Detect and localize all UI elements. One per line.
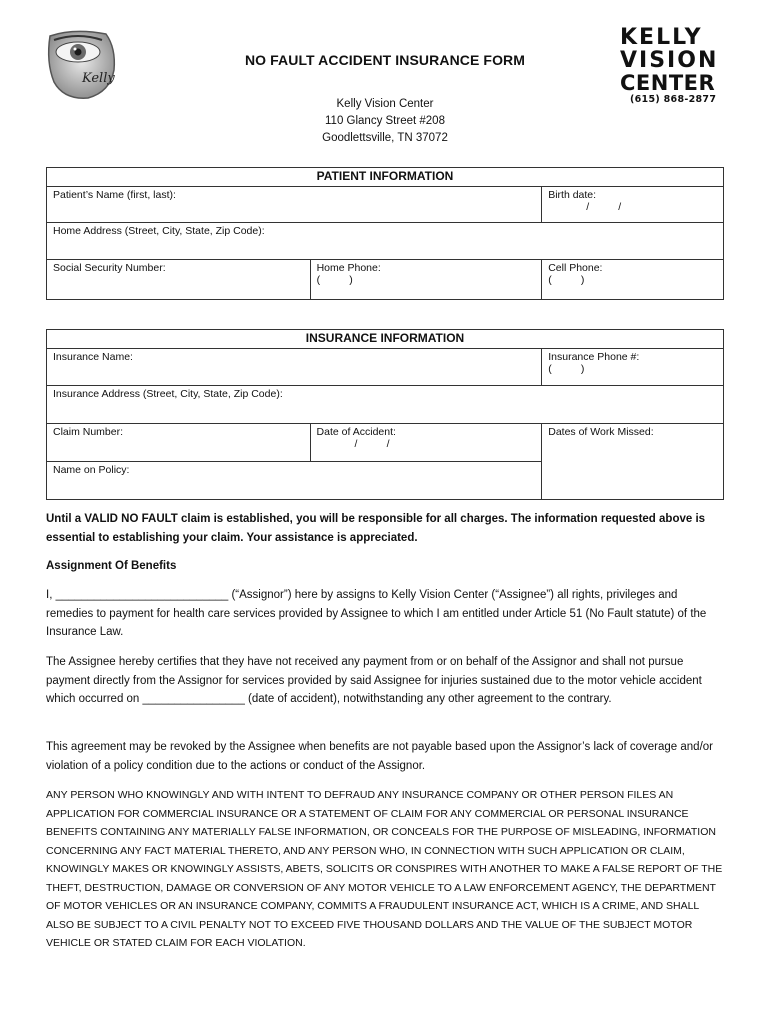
logo-script-text: Kelly — [82, 71, 115, 86]
claim-number-field[interactable] — [47, 424, 311, 462]
brand-line-vision: VISION — [620, 48, 719, 73]
home-address-label: Home Address (Street, City, State, Zip Code): — [53, 225, 265, 237]
claim-number-label: Claim Number: — [53, 426, 124, 438]
home-phone-label: Home Phone: — [316, 262, 381, 274]
accident-date-placeholder: / / — [354, 438, 390, 450]
cell-phone-field[interactable] — [542, 260, 724, 300]
birth-date-field[interactable] — [542, 187, 724, 223]
home-phone-field[interactable] — [310, 260, 542, 300]
assignment-heading: Assignment Of Benefits — [46, 560, 177, 572]
ssn-field[interactable] — [47, 260, 311, 300]
clinic-name: Kelly Vision Center — [336, 98, 434, 110]
insurance-info-heading: INSURANCE INFORMATION — [47, 330, 724, 349]
insurance-phone-field[interactable] — [542, 349, 724, 386]
patient-name-label: Patient’s Name (first, last): — [53, 189, 176, 201]
work-missed-label: Dates of Work Missed: — [548, 426, 654, 438]
patient-name-field[interactable] — [47, 187, 542, 223]
insurance-name-label: Insurance Name: — [53, 351, 133, 363]
insurance-phone-placeholder: ( ) — [548, 363, 585, 375]
ssn-label: Social Security Number: — [53, 262, 166, 274]
form-title: NO FAULT ACCIDENT INSURANCE FORM — [244, 52, 526, 68]
birth-date-placeholder: / / — [586, 201, 622, 213]
responsibility-notice: Until a VALID NO FAULT claim is established, you will be responsible for all charges. The information requested above is essential to establishing your claim. Your assistance is appreciated. — [46, 513, 706, 544]
cell-phone-placeholder: ( ) — [548, 274, 585, 286]
clinic-city: Goodlettsville, TN 37072 — [322, 132, 448, 144]
revocation-paragraph: This agreement may be revoked by the Assignee when benefits are not payable based upon the Assignor’s lack of coverage and/or violation of a policy condition due to the actions or conduct of the Assignor. — [46, 741, 713, 772]
home-phone-placeholder: ( ) — [316, 274, 353, 286]
policy-name-field[interactable] — [47, 462, 542, 500]
brand-line-kelly: KELLY — [620, 25, 703, 50]
cell-phone-label: Cell Phone: — [548, 262, 603, 274]
insurance-address-label: Insurance Address (Street, City, State, Zip Code): — [53, 388, 283, 400]
brand-logo — [620, 26, 730, 105]
insurance-phone-label: Insurance Phone #: — [548, 351, 640, 363]
assignment-paragraph: I, ___________________________ (“Assignor”) here by assigns to Kelly Vision Center (“Assignee”) all rights, privileges and remedies to payment for health care services provided by Assignee to which I am entitled under Article 51 (No Fault statute) of the Insurance Law. — [46, 589, 707, 638]
insurance-information-table — [46, 329, 724, 500]
patient-info-heading: PATIENT INFORMATION — [47, 168, 724, 187]
accident-date-label: Date of Accident: — [316, 426, 396, 438]
birth-date-label: Birth date: — [548, 189, 597, 201]
insurance-address-field[interactable] — [47, 386, 724, 424]
home-address-field[interactable] — [47, 223, 724, 260]
assignee-certification-paragraph: The Assignee hereby certifies that they have not received any payment from or on behalf of the Assignor and shall not pursue payment directly from the Assignor for services provided by said Assignee for injuries sustained due to the motor vehicle accident which occurred on ________________ (date of accident), notwithstanding any other agreement to the contrary. — [46, 656, 702, 705]
clinic-street: 110 Glancy Street #208 — [325, 115, 445, 127]
brand-phone: (615) 868-2877 — [630, 94, 717, 105]
patient-information-table — [46, 167, 724, 300]
policy-name-label: Name on Policy: — [53, 464, 130, 476]
insurance-name-field[interactable] — [47, 349, 542, 386]
fraud-warning: ANY PERSON WHO KNOWINGLY AND WITH INTENT TO DEFRAUD ANY INSURANCE COMPANY OR OTHER PERSON FILES AN APPLICATION FOR COMMERCIAL INSURANCE OR A STATEMENT OF CLAIM FOR ANY COMMERCIAL OR PERSONAL INSURANCE BENEFITS CONTAINING ANY MATERIALLY FALSE INFORMATION, OR CONCEALS FOR THE PURPOSE OF MISLEADING, INFORMATION CONCERNING ANY FACT MATERIAL THERETO, AND ANY PERSON WHO, IN CONNECTION WITH SUCH APPLICATION OR CLAIM, KNOWINGLY MAKES OR KNOWINGLY ASSISTS, ABETS, SOLICITS OR CONSPIRES WITH ANOTHER TO MAKE A FALSE REPORT OF THE THEFT, DESTRUCTION, DAMAGE OR CONVERSION OF ANY MOTOR VEHICLE TO A LAW ENFORCEMENT AGENCY, THE DEPARTMENT OF MOTOR VEHICLES OR AN INSURANCE COMPANY, COMMITS A FRAUDULENT INSURANCE ACT, WHICH IS A CRIME, AND SHALL ALSO BE SUBJECT TO A CIVIL PENALTY NOT TO EXCEED FIVE THOUSAND DOLLARS AND THE VALUE OF THE SUBJECT MOTOR VEHICLE OR STATED CLAIM FOR EACH VIOLATION. — [46, 789, 723, 949]
brand-line-center: CENTER — [620, 71, 716, 95]
accident-date-field[interactable] — [310, 424, 542, 462]
work-missed-field[interactable] — [542, 424, 724, 500]
